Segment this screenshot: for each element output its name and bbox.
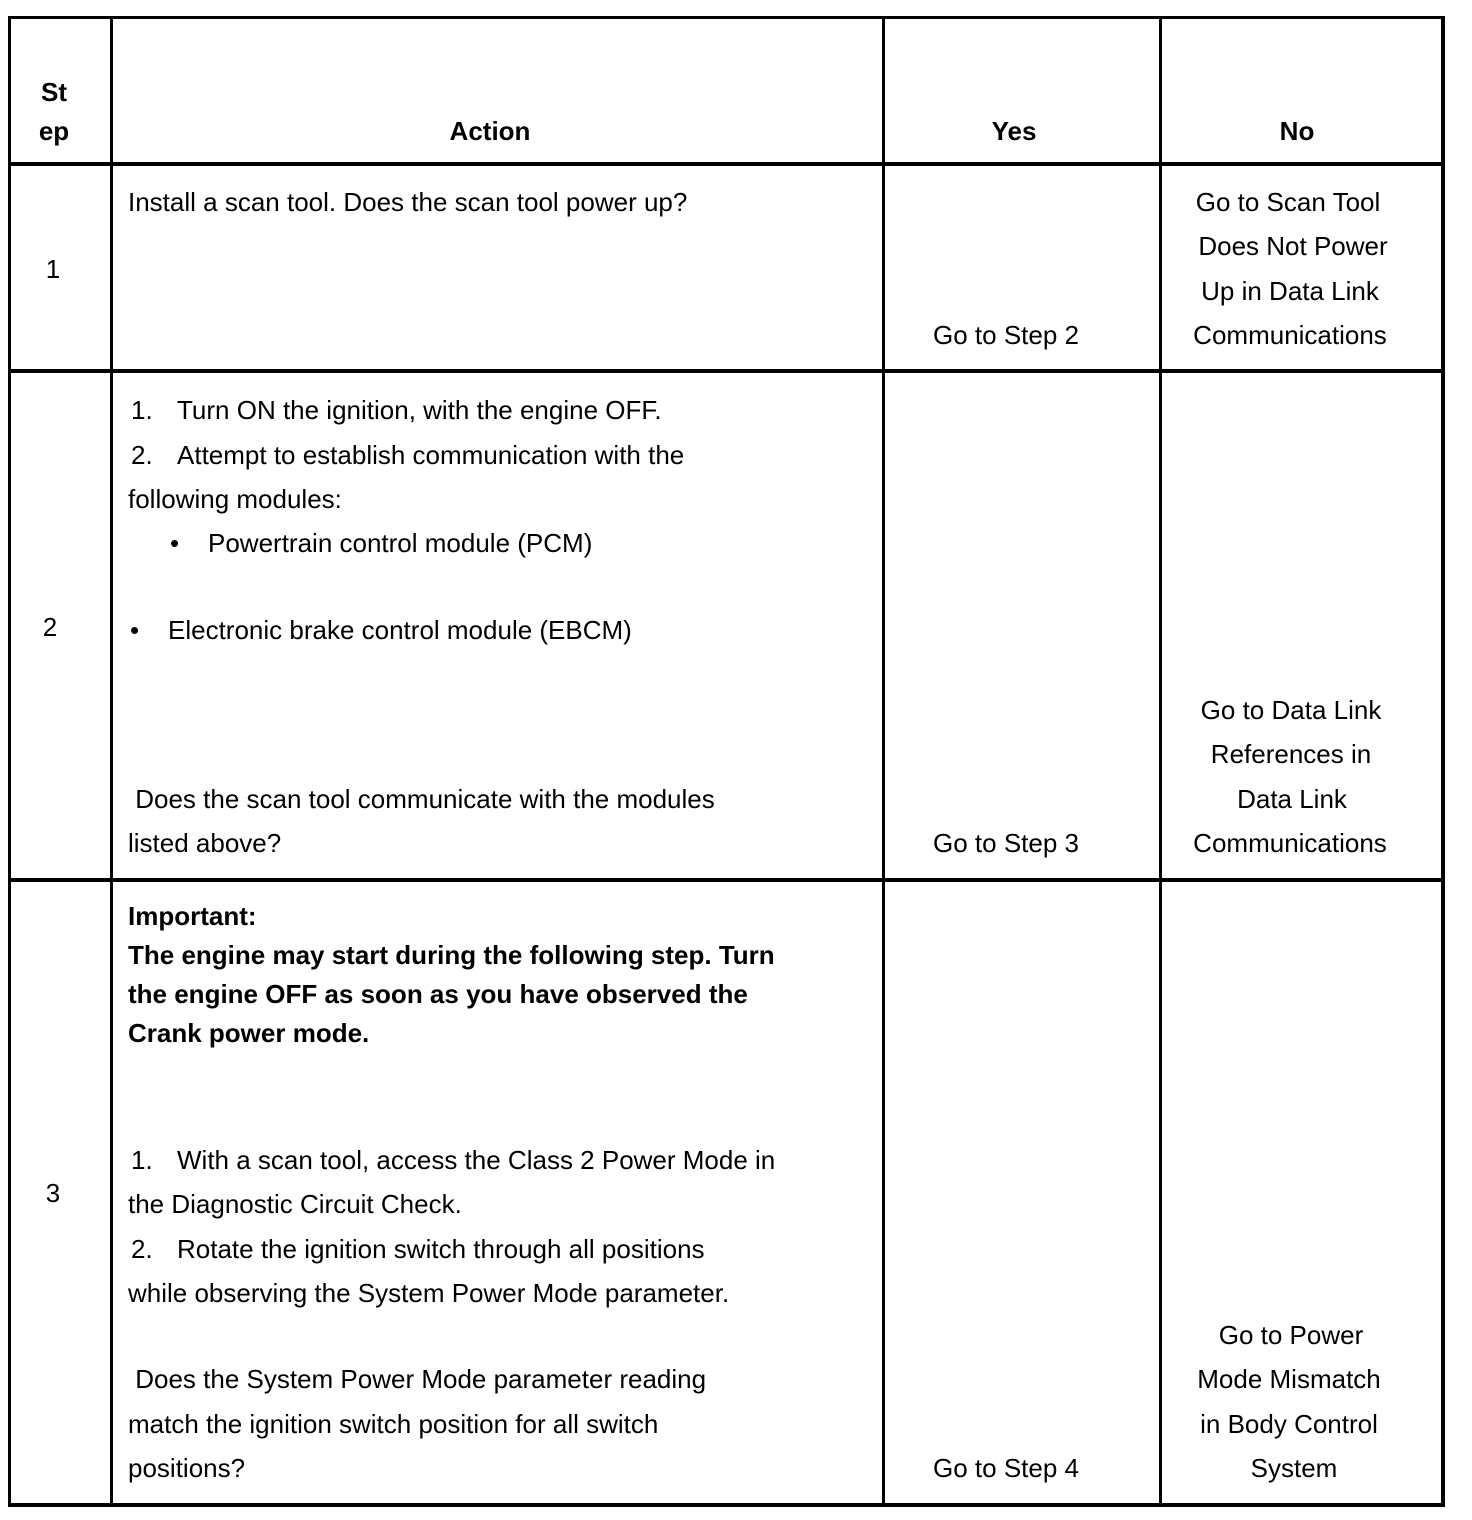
no-link-line[interactable]: Mode Mismatch bbox=[1197, 1364, 1381, 1394]
action-text: Powertrain control module (PCM) bbox=[208, 528, 593, 558]
action-text: match the ignition switch position for all switch bbox=[128, 1409, 659, 1439]
no-link-line[interactable]: Data Link bbox=[1237, 784, 1347, 814]
no-link-line[interactable]: System bbox=[1250, 1453, 1338, 1483]
list-number: 2. bbox=[131, 440, 153, 470]
action-text: Does the System Power Mode parameter reading bbox=[128, 1364, 707, 1394]
action-text: Install a scan tool. Does the scan tool power up? bbox=[128, 187, 688, 217]
table-border-right bbox=[1441, 16, 1445, 1507]
action-text: while observing the System Power Mode parameter. bbox=[128, 1278, 730, 1308]
header-divider bbox=[8, 162, 1445, 166]
column-divider-yes-no bbox=[1159, 16, 1162, 1507]
action-text: the Diagnostic Circuit Check. bbox=[128, 1189, 462, 1219]
action-text: Electronic brake control module (EBCM) bbox=[168, 615, 632, 645]
action-text: positions? bbox=[128, 1453, 246, 1483]
table-border-left bbox=[8, 16, 11, 1507]
header-step-line2: ep bbox=[38, 116, 70, 146]
no-link-line[interactable]: Communications bbox=[1193, 320, 1387, 350]
no-link-line[interactable]: Go to Power bbox=[1218, 1320, 1364, 1350]
header-action: Action bbox=[449, 116, 531, 146]
header-yes: Yes bbox=[991, 116, 1037, 146]
step-number-1: 1 bbox=[45, 254, 61, 284]
no-link-line[interactable]: References in bbox=[1210, 739, 1372, 769]
important-text: the engine OFF as soon as you have observed the bbox=[128, 979, 748, 1009]
column-divider-step-action bbox=[110, 16, 113, 1507]
yes-link-step-2[interactable]: Go to Step 2 bbox=[933, 320, 1079, 350]
action-text: listed above? bbox=[128, 828, 282, 858]
no-link-line[interactable]: Up in Data Link bbox=[1201, 276, 1379, 306]
important-text: Crank power mode. bbox=[128, 1018, 370, 1048]
bullet-icon: • bbox=[130, 615, 140, 645]
action-text: Rotate the ignition switch through all positions bbox=[177, 1234, 705, 1264]
list-number: 1. bbox=[131, 395, 153, 425]
row-divider-2-3 bbox=[8, 878, 1445, 882]
no-link-line[interactable]: Go to Scan Tool bbox=[1195, 187, 1381, 217]
action-text: Turn ON the ignition, with the engine OFF. bbox=[177, 395, 662, 425]
important-text: The engine may start during the following step. Turn bbox=[128, 940, 775, 970]
action-text: With a scan tool, access the Class 2 Power Mode in bbox=[177, 1145, 776, 1175]
header-no: No bbox=[1279, 116, 1315, 146]
no-link-line[interactable]: Go to Data Link bbox=[1200, 695, 1382, 725]
action-text: following modules: bbox=[128, 484, 342, 514]
no-link-line[interactable]: Communications bbox=[1193, 828, 1387, 858]
list-number: 2. bbox=[131, 1234, 153, 1264]
important-label: Important: bbox=[128, 901, 257, 931]
header-step-line1: St bbox=[41, 77, 67, 107]
no-link-line[interactable]: Does Not Power bbox=[1198, 231, 1388, 261]
table-border-top bbox=[8, 16, 1445, 19]
table-border-bottom bbox=[8, 1503, 1445, 1507]
step-number-2: 2 bbox=[42, 612, 58, 642]
yes-link-step-4[interactable]: Go to Step 4 bbox=[933, 1453, 1079, 1483]
no-link-line[interactable]: in Body Control bbox=[1200, 1409, 1378, 1439]
bullet-icon: • bbox=[170, 528, 180, 558]
yes-link-step-3[interactable]: Go to Step 3 bbox=[933, 828, 1079, 858]
column-divider-action-yes bbox=[882, 16, 885, 1507]
action-text: Does the scan tool communicate with the modules bbox=[128, 784, 715, 814]
list-number: 1. bbox=[131, 1145, 153, 1175]
step-number-3: 3 bbox=[45, 1178, 61, 1208]
action-text: Attempt to establish communication with the bbox=[177, 440, 685, 470]
row-divider-1-2 bbox=[8, 369, 1445, 373]
